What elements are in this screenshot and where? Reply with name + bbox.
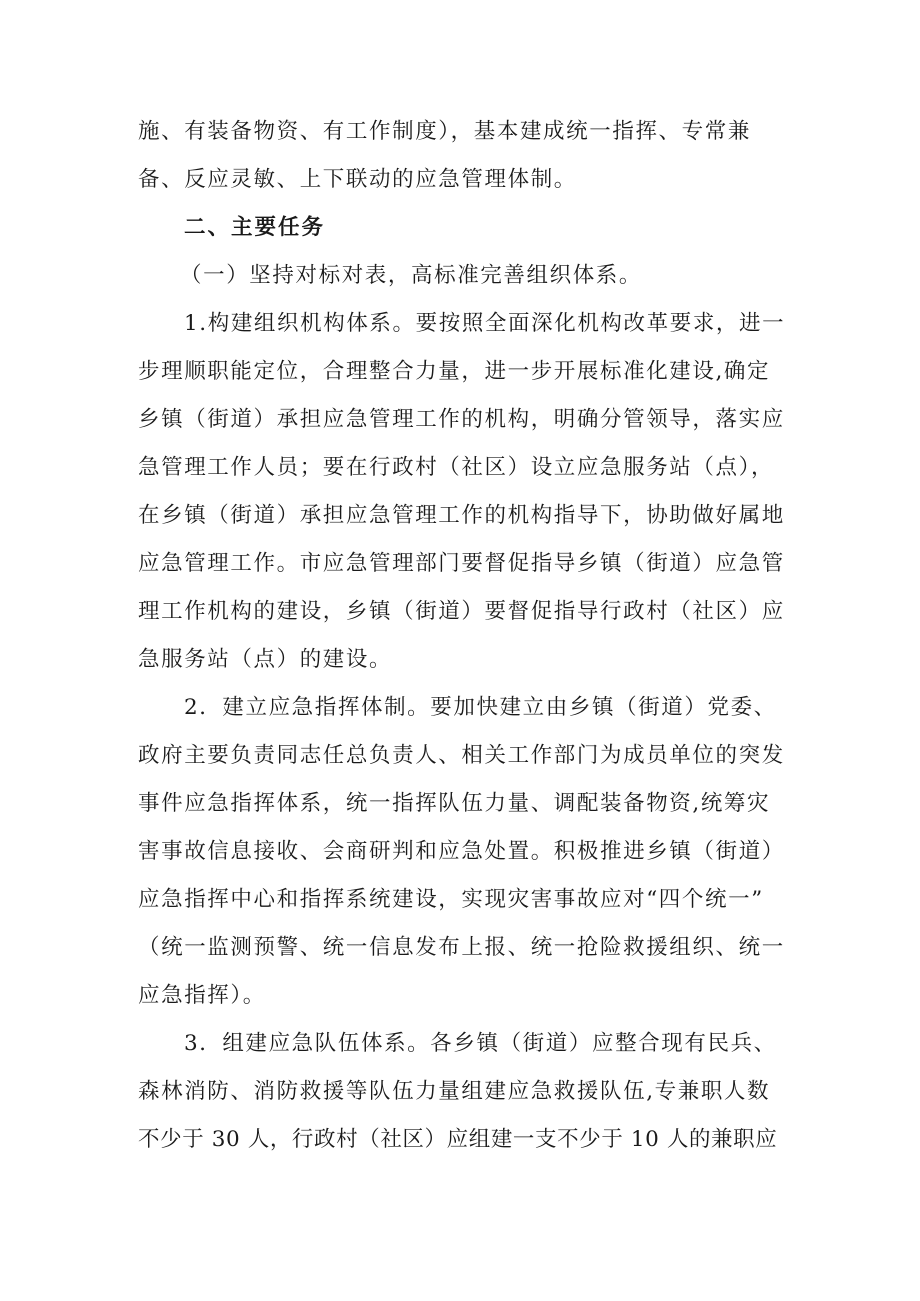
- item3-line: 3．组建应急队伍体系。各乡镇（街道）应整合现有民兵、: [184, 1031, 777, 1056]
- paragraph-continuation-line: 备、反应灵敏、上下联动的应急管理体制。: [138, 167, 577, 192]
- item2-line: 事件应急指挥体系，统一指挥队伍力量、调配装备物资,统筹灾: [138, 791, 771, 816]
- item2-line: 政府主要负责同志任总负责人、相关工作部门为成员单位的突发: [138, 743, 785, 768]
- item3-line: 不少于 30 人，行政村（社区）应组建一支不少于 10 人的兼职应: [138, 1127, 778, 1152]
- item2-line: 害事故信息接收、会商研判和应急处置。积极推进乡镇（街道）: [138, 839, 785, 864]
- item1-line: 乡镇（街道）承担应急管理工作的机构，明确分管领导，落实应: [138, 407, 785, 432]
- item2-line: 应急指挥）。: [138, 983, 266, 1008]
- item1-line: 在乡镇（街道）承担应急管理工作的机构指导下，协助做好属地: [138, 503, 785, 528]
- item2-line: （统一监测预警、统一信息发布上报、统一抢险救援组织、统一: [138, 935, 785, 960]
- item3-line: 森林消防、消防救援等队伍力量组建应急救援队伍,专兼职人数: [138, 1079, 771, 1104]
- item1-line: 理工作机构的建设，乡镇（街道）要督促指导行政村（社区）应: [138, 599, 785, 624]
- item1-line: 急管理工作人员；要在行政村（社区）设立应急服务站（点），: [138, 455, 775, 480]
- item1-line: 步理顺职能定位，合理整合力量，进一步开展标准化建设,确定: [138, 359, 771, 384]
- item1-line: 急服务站（点）的建设。: [138, 647, 393, 672]
- section-heading: 二、主要任务: [184, 215, 326, 240]
- item1-line: 1.构建组织机构体系。要按照全面深化机构改革要求，进一: [184, 311, 786, 336]
- subsection-heading: （一）坚持对标对表，高标准完善组织体系。: [180, 263, 643, 288]
- item1-line: 应急管理工作。市应急管理部门要督促指导乡镇（街道）应急管: [138, 551, 785, 576]
- item2-line: 2．建立应急指挥体制。要加快建立由乡镇（街道）党委、: [184, 695, 777, 720]
- item2-line: 应急指挥中心和指挥系统建设，实现灾害事故应对“四个统一”: [138, 887, 764, 912]
- paragraph-continuation-line: 施、有装备物资、有工作制度），基本建成统一指挥、专常兼: [138, 119, 751, 144]
